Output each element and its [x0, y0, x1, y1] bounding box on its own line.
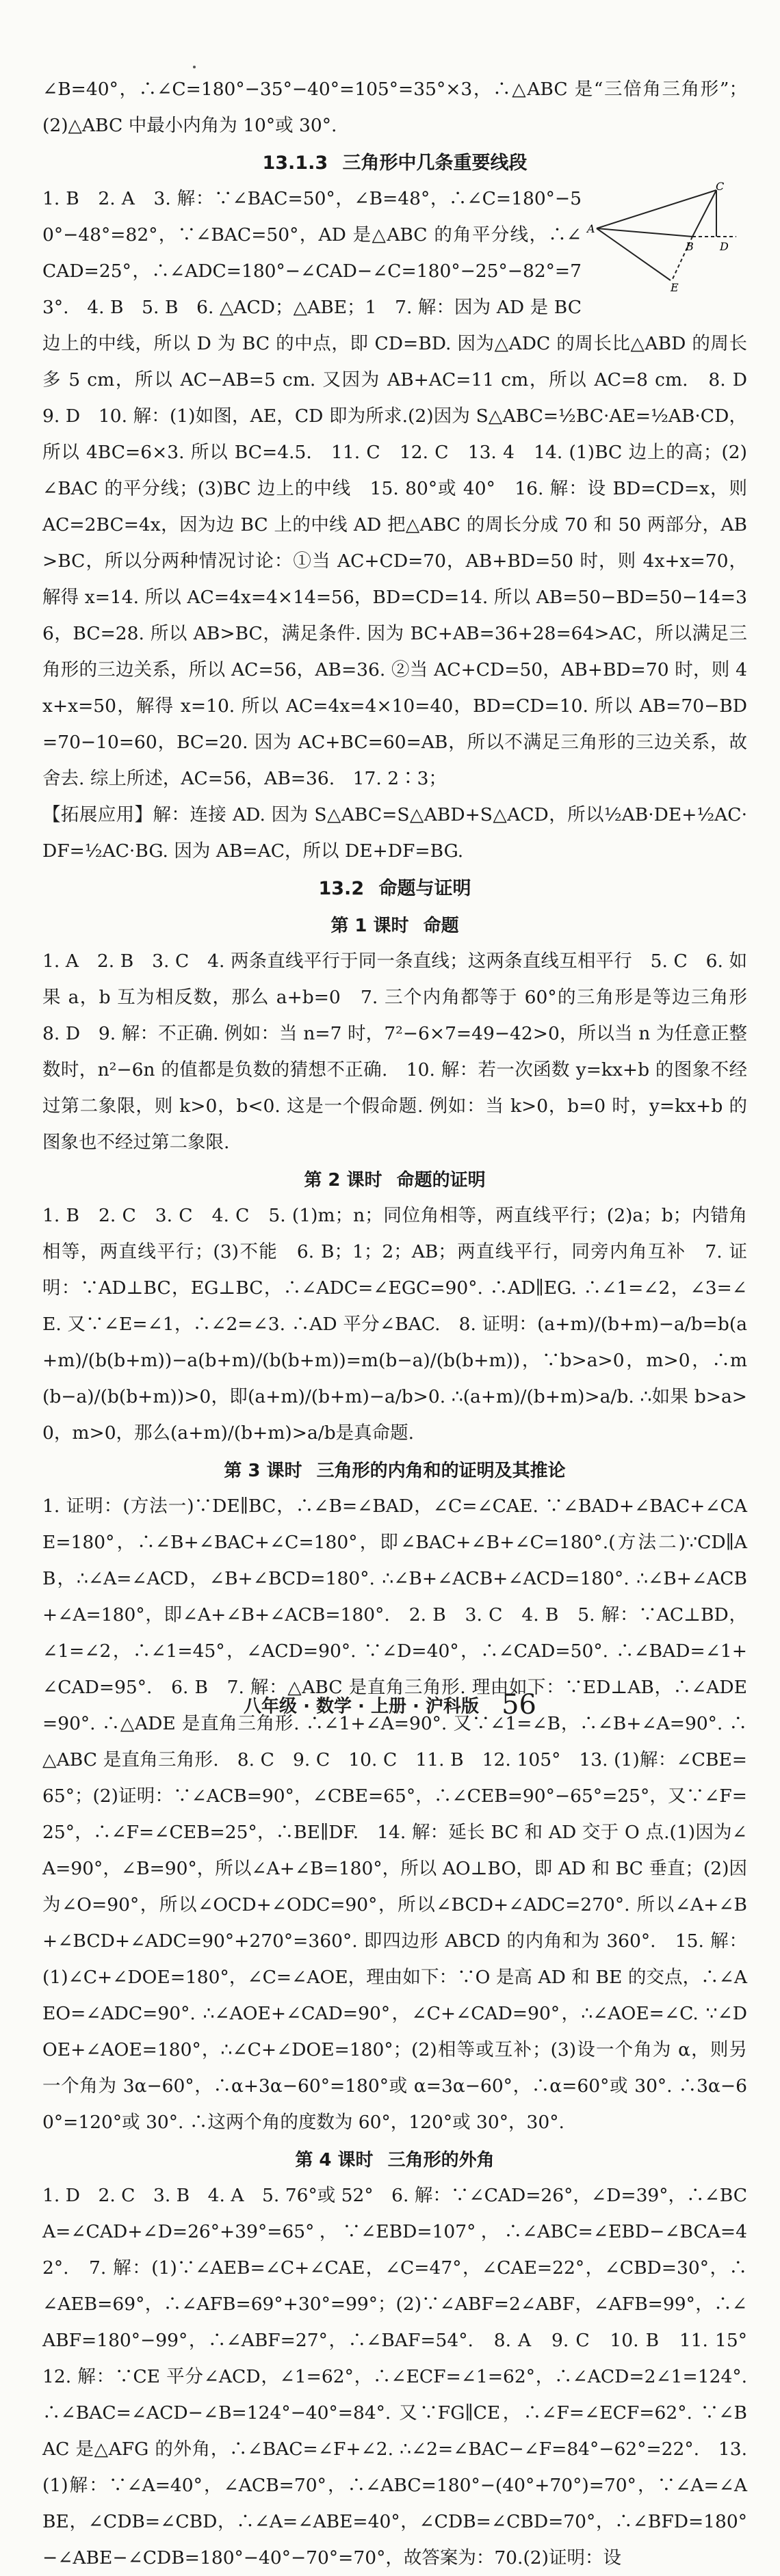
segment-ac: [597, 190, 716, 228]
label-e: E: [671, 281, 679, 294]
lesson-title: 命题: [423, 916, 459, 936]
lesson-3-answers: 1. 证明：(方法一)∵DE∥BC，∴∠B=∠BAD，∠C=∠CAE. ∵∠BAD+∠BAC+∠CAE=180°，∴∠B+∠BAC+∠C=180°，即∠BAC+∠B+∠C=180°.(方法二)∵CD∥AB，∴∠A=∠ACD，∠B+∠BCD=180°. ∴∠B+∠ACB+∠ACD=180°. ∴∠B+∠ACB+∠A=180°，即∠A+∠B+∠ACB=180°. 2. B 3. C 4. B 5. 解：∵AC⊥BD，∠1=∠2，∴∠1=45°，∠ACD=90°. ∵∠D=40°，∴∠CAD=50°. ∴∠BAD=∠1+∠CAD=95°. 6. B 7. 解：△ABC 是直角三角形. 理由如下：∵ED⊥AB，∴∠ADE=90°. ∴△ADE 是直角三角形. ∴∠1+∠A=90°. 又∵∠1=∠B，∴∠B+∠A=90°. ∴△ABC 是直角三角形. 8. C 9. C 10. C 11. B 12. 105° 13. (1)解：∠CBE=65°；(2)证明：∵∠ACB=90°，∠CBE=65°，∴∠CEB=90°−65°=25°，又∵∠F=25°，∴∠F=∠CEB=25°，∴BE∥DF. 14. 解：延长 BC 和 AD 交于 O 点.(1)因为∠A=90°，∠B=90°，所以∠A+∠B=180°，所以 AO⊥BO，即 AD 和 BC 垂直；(2)因为∠O=90°，所以∠OCD+∠ODC=90°，所以∠BCD+∠ADC=270°. 所以∠A+∠B+∠BCD+∠ADC=90°+270°=360°. 即四边形 ABCD 的内角和为 360°. 15. 解：(1)∠C+∠DOE=180°，∠C=∠AOE，理由如下：∵O 是高 AD 和 BE 的交点，∴∠AEO=∠ADC=90°. ∴∠AOE+∠CAD=90°，∠C+∠CAD=90°，∴∠AOE=∠C. ∵∠DOE+∠AOE=180°，∴∠C+∠DOE=180°；(2)相等或互补；(3)设一个角为 α，则另一个角为 3α−60°，∴α+3α−60°=180°或 α=3α−60°，∴α=60°或 30°. ∴3α−60°=120°或 30°. ∴这两个角的度数为 60°，120°或 30°，30°.: [42, 1496, 747, 2133]
lesson-number: 第 1 课时: [330, 916, 409, 936]
lesson-number: 第 3 课时: [224, 1461, 302, 1481]
answer-content: [42, 71, 766, 2576]
triangle-figure: [587, 180, 747, 294]
lesson-title: 命题的证明: [396, 1170, 486, 1191]
segment-ab: [597, 228, 692, 237]
lesson-1-heading: [42, 909, 747, 943]
section-title: 三角形中几条重要线段: [342, 152, 528, 174]
lesson-title: 三角形的外角: [387, 2150, 495, 2170]
lesson-2-answers: 1. B 2. C 3. C 4. C 5. (1)m；n；同位角相等，两直线平行；(2)a；b；内错角相等，两直线平行；(3)不能 6. B；1；2；AB；两直线平行，同旁内角互补 7. 证明：∵AD⊥BC，EG⊥BC，∴∠ADC=∠EGC=90°. ∴AD∥EG. ∴∠1=∠2，∠3=∠E. 又∵∠E=∠1，∴∠2=∠3. ∴AD 平分∠BAC. 8. 证明：(a+m)/(b+m)−a/b=b(a+m)/(b(b+m))−a(b+m)/(b(b+m))=m(b−a)/(b(b+m))，∵b>a>0，m>0，∴m(b−a)/(b(b+m))>0，即(a+m)/(b+m)−a/b>0. ∴(a+m)/(b+m)>a/b. ∴如果 b>a>0，m>0，那么(a+m)/(b+m)>a/b是真命题.: [42, 1205, 747, 1444]
section-number: 13.2: [318, 878, 365, 899]
lesson-number: 第 4 课时: [295, 2150, 374, 2170]
lesson-4-heading: [42, 2143, 747, 2177]
label-a: A: [587, 222, 595, 235]
lesson-1-answers: 1. A 2. B 3. C 4. 两条直线平行于同一条直线；这两条直线互相平行 5. C 6. 如果 a，b 互为相反数，那么 a+b=0 7. 三个内角都等于 60°的三角形是等边三角形 8. D 9. 解：不正确. 例如：当 n=7 时，7²−6×7=49−42>0，所以当 n 为任意正整数时，n²−6n 的值都是负数的猜想不正确. 10. 解：若一次函数 y=kx+b 的图象不经过第二象限，则 k>0，b<0. 这是一个假命题. 例如：当 k>0，b=0 时，y=kx+b 的图象也不经过第二象限.: [42, 951, 766, 1153]
section-number: 13.1.3: [262, 152, 328, 174]
label-b: B: [686, 240, 694, 253]
label-d: D: [720, 240, 729, 253]
lesson-title: 三角形的内角和的证明及其推论: [316, 1461, 566, 1481]
section-title: 命题与证明: [378, 878, 471, 899]
section-heading-13-2: [42, 872, 747, 906]
section-heading-13-1-3: [42, 146, 747, 181]
height-ae: [597, 228, 671, 280]
lesson-2-heading: [42, 1163, 747, 1197]
page-footer: [0, 1689, 780, 1721]
lesson-4-answers: 1. D 2. C 3. B 4. A 5. 76°或 52° 6. 解：∵∠CAD=26°，∠D=39°，∴∠BCA=∠CAD+∠D=26°+39°=65°，∵∠EBD=107°，∴∠ABC=∠EBD−∠BCA=42°. 7. 解：(1)∵∠AEB=∠C+∠CAE，∠C=47°，∠CAE=22°，∠CBD=30°，∴∠AEB=69°，∴∠AFB=69°+30°=99°；(2)∵∠ABF=2∠ABF，∠AFB=99°，∴∠ABF=180°−99°，∴∠ABF=27°，∴∠BAF=54°. 8. A 9. C 10. B 11. 15° 12. 解：∵CE 平分∠ACD，∠1=62°，∴∠ECF=∠1=62°，∴∠ACD=2∠1=124°. ∴∠BAC=∠ACD−∠B=124°−40°=84°. 又∵FG∥CE，∴∠F=∠ECF=62°. ∵∠BAC 是△AFG 的外角，∴∠BAC=∠F+∠2. ∴∠2=∠BAC−∠F=84°−62°=22°. 13. (1)解：∵∠A=40°，∠ACB=70°，∴∠ABC=180°−(40°+70°)=70°，∵∠A=∠ABE，∠CDB=∠CBD，∴∠A=∠ABE=40°，∠CDB=∠CBD=70°，∴∠BFD=180°−∠ABE−∠CDB=180°−40°−70°=70°，故答案为：70.(2)证明：设: [42, 2185, 766, 2568]
lesson-3-heading: [42, 1454, 747, 1488]
intro-paragraph: ∠B=40°，∴∠C=180°−35°−40°=105°=35°×3，∴△ABC 是“三倍角三角形”；(2)△ABC 中最小内角为 10°或 30°.: [42, 79, 747, 136]
label-c: C: [716, 180, 725, 193]
page-number: 56: [502, 1689, 536, 1721]
book-label: 八年级 · 数学 · 上册 · 沪科版: [244, 1696, 479, 1717]
lesson-number: 第 2 课时: [304, 1170, 382, 1191]
extension-application: 【拓展应用】解：连接 AD. 因为 S△ABC=S△ABD+S△ACD，所以½AB·DE+½AC·DF=½AC·BG. 因为 AB=AC，所以 DE+DF=BG.: [42, 804, 747, 862]
section-13-1-3-answers: 1. B 2. A 3. 解：∵∠BAC=50°，∠B=48°，∴∠C=180°−50°−48°=82°，∵∠BAC=50°，AD 是△ABC 的角平分线，∴∠CAD=25°，∴∠ADC=180°−∠CAD−∠C=180°−25°−82°=73°. 4. B 5. B 6. △ACD；△ABE；1 7. 解：因为 AD 是 BC 边上的中线，所以 D 为 BC 的中点，即 CD=BD. 因为△ADC 的周长比△ABD 的周长多 5 cm，所以 AC−AB=5 cm. 又因为 AB+AC=11 cm，所以 AC=8 cm. 8. D 9. D 10. 解：(1)如图，AE，CD 即为所求.(2)因为 S△ABC=½BC·AE=½AB·CD，所以 4BC=6×3. 所以 BC=4.5. 11. C 12. C 13. 4 14. (1)BC 边上的高；(2)∠BAC 的平分线；(3)BC 边上的中线 15. 80°或 40° 16. 解：设 BD=CD=x，则 AC=2BC=4x，因为边 BC 上的中线 AD 把△ABC 的周长分成 70 和 50 两部分，AB>BC，所以分两种情况讨论：①当 AC+CD=70，AB+BD=50 时，则 4x+x=70，解得 x=14. 所以 AC=4x=4×14=56，BD=CD=14. 所以 AB=50−BD=50−14=36，BC=28. 所以 AB>BC，满足条件. 因为 BC+AB=36+28=64>AC，所以满足三角形的三边关系，所以 AC=56，AB=36. ②当 AC+CD=50，AB+BD=70 时，则 4x+x=50，解得 x=10. 所以 AC=4x=4×10=40，BD=CD=10. 所以 AB=70−BD=70−10=60，BC=20. 因为 AC+BC=60=AB，所以不满足三角形的三边关系，故舍去. 综上所述，AC=56，AB=36. 17. 2∶3；: [42, 188, 766, 789]
scan-dot: [193, 66, 196, 68]
